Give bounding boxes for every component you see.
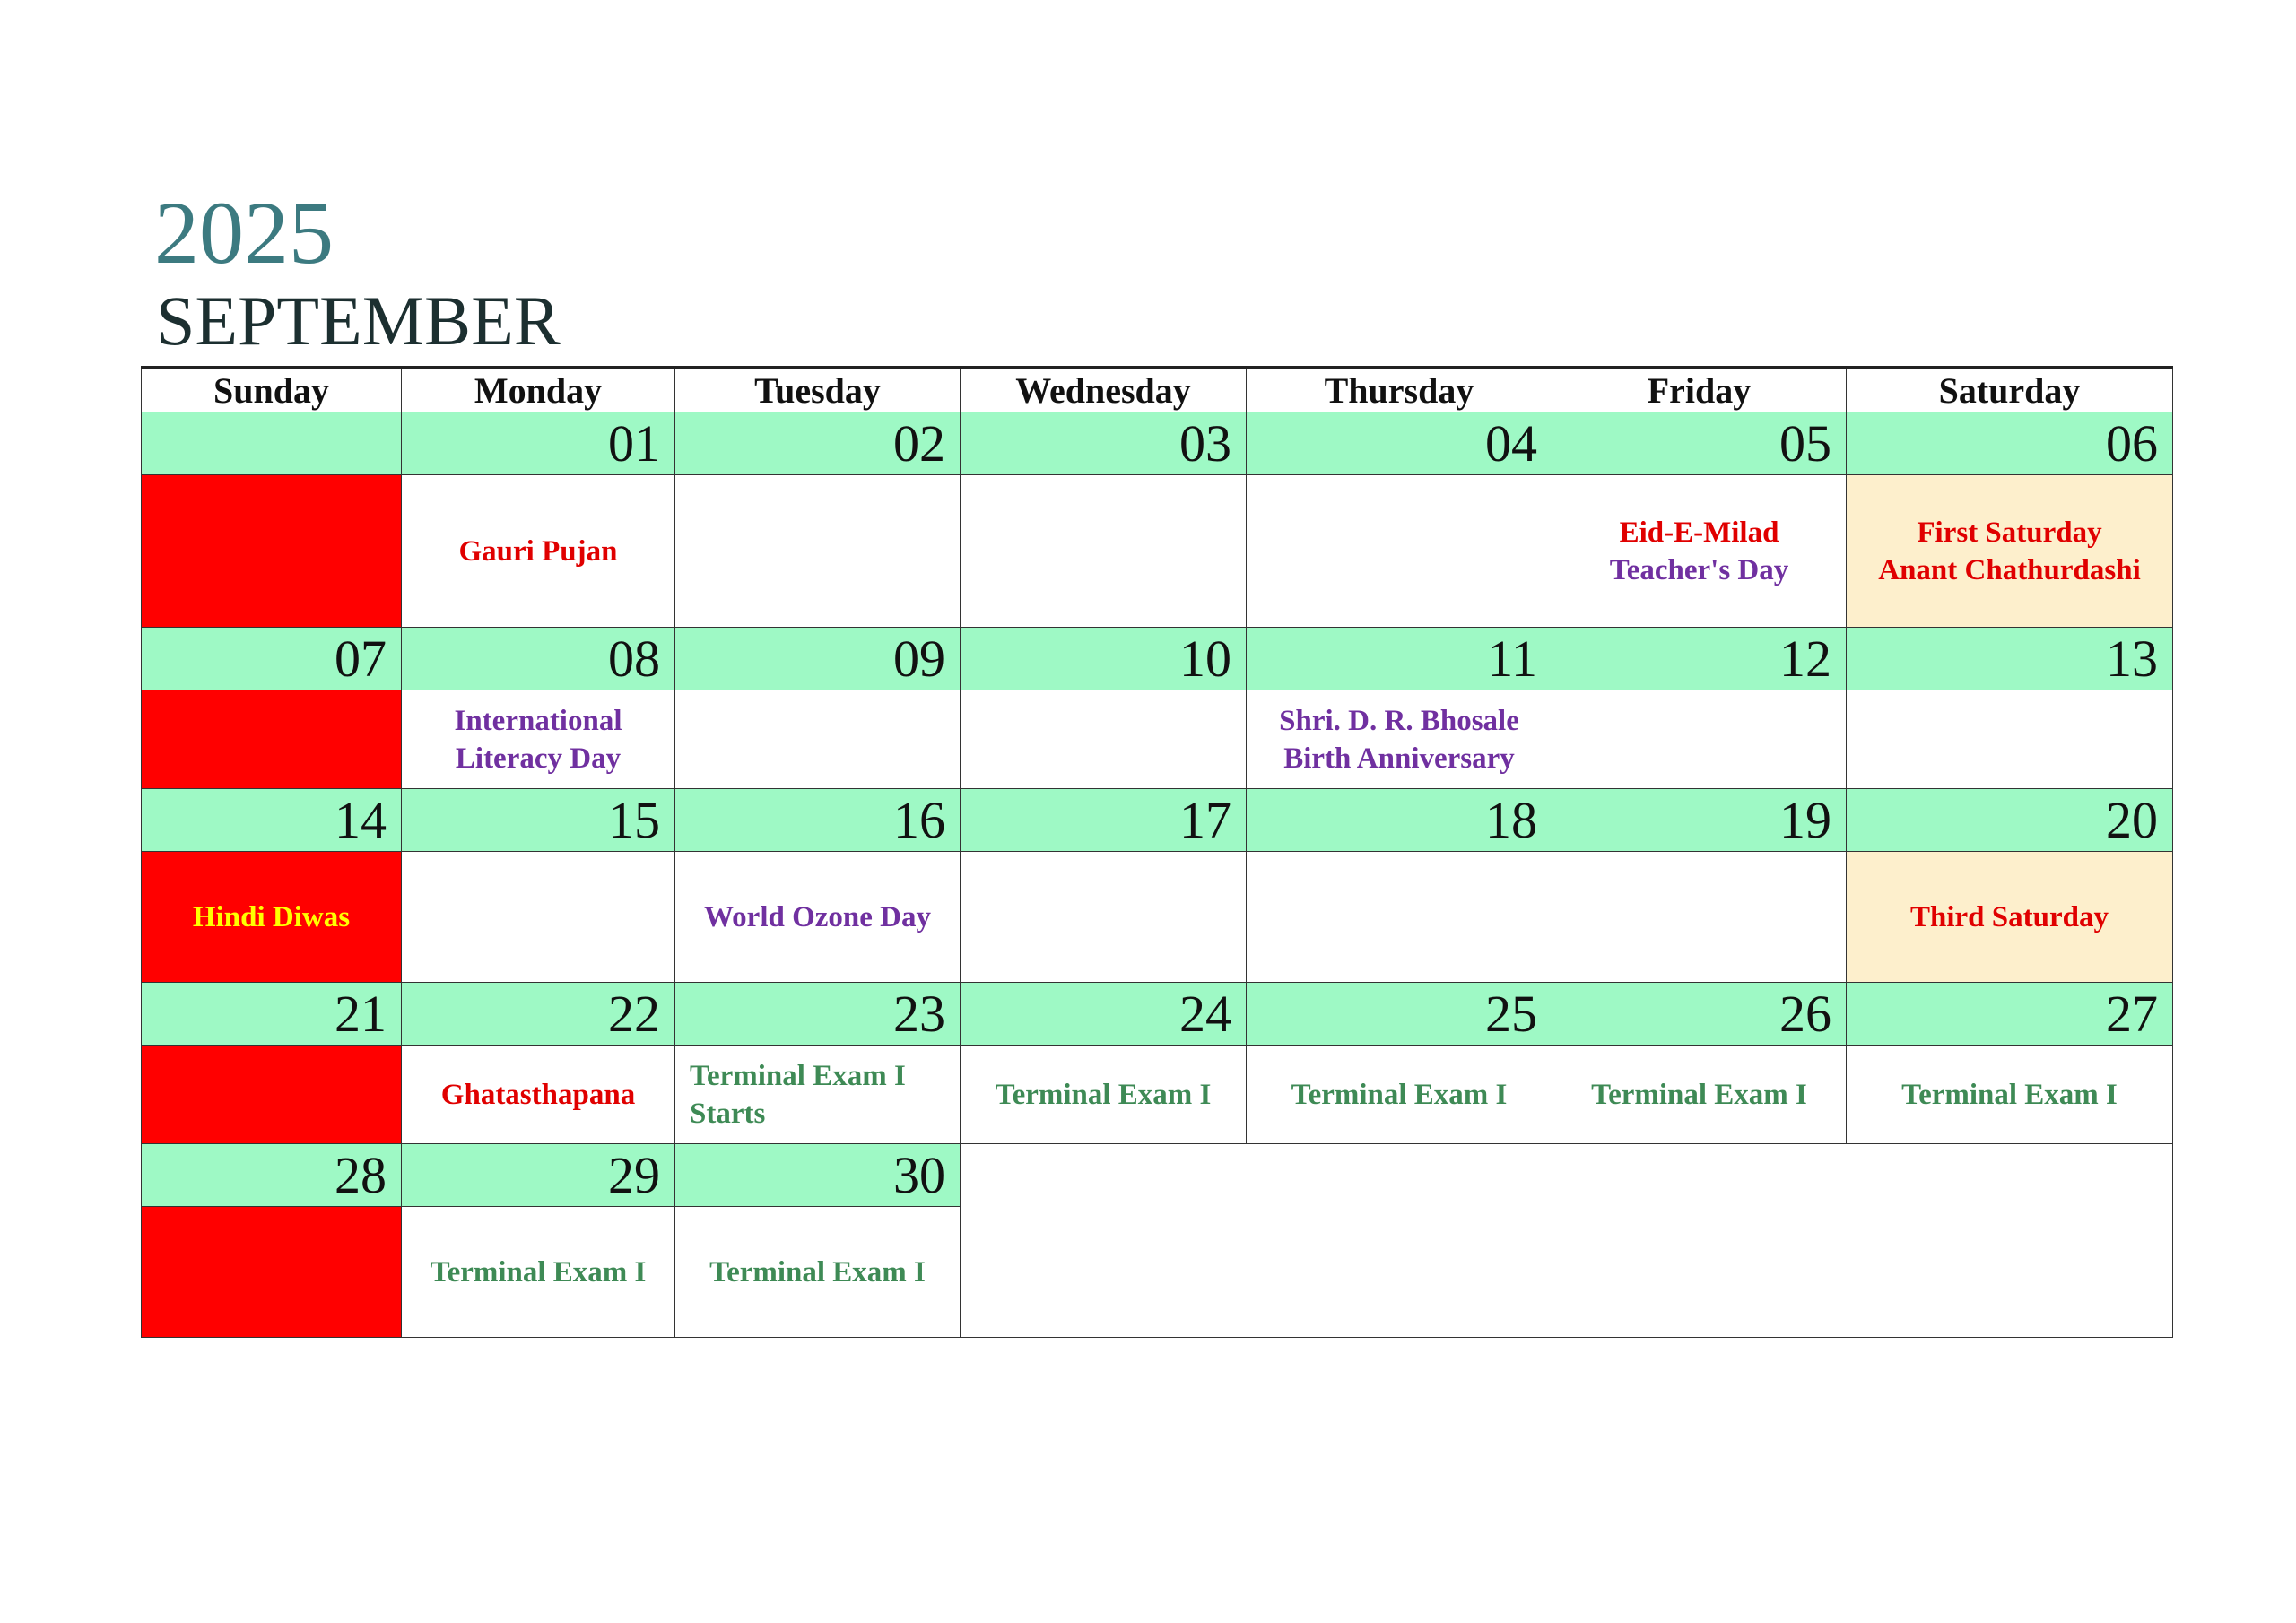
date-cell: 06 xyxy=(1847,412,2173,475)
event-text: Third Saturday xyxy=(1910,900,2109,933)
event-text: Terminal Exam I xyxy=(709,1255,926,1289)
event-cell xyxy=(675,1207,961,1338)
event-cell xyxy=(675,690,961,789)
event-text: World Ozone Day xyxy=(704,900,931,933)
date-cell: 17 xyxy=(961,789,1247,852)
event-text: Terminal Exam I xyxy=(690,1059,906,1092)
date-cell: 16 xyxy=(675,789,961,852)
date-cell: 27 xyxy=(1847,983,2173,1046)
event-cell xyxy=(402,1046,675,1144)
date-cell: 09 xyxy=(675,628,961,690)
weekday-thursday: Thursday xyxy=(1247,368,1552,412)
week-4-events xyxy=(142,1046,2173,1144)
event-text: Gauri Pujan xyxy=(458,534,618,568)
week-5-dates xyxy=(142,1144,2173,1207)
event-text: Terminal Exam I xyxy=(1591,1078,1807,1111)
date-cell: 11 xyxy=(1247,628,1552,690)
event-text: Teacher's Day xyxy=(1609,553,1789,586)
event-text: International xyxy=(454,704,622,737)
event-text: Ghatasthapana xyxy=(440,1078,636,1111)
event-text: Terminal Exam I xyxy=(430,1255,647,1289)
empty-trailing-area xyxy=(961,1144,2173,1338)
date-cell-empty xyxy=(142,412,402,475)
event-cell xyxy=(1847,1046,2173,1144)
event-cell xyxy=(1552,690,1847,789)
event-text: Birth Anniversary xyxy=(1283,742,1515,775)
date-cell: 02 xyxy=(675,412,961,475)
event-cell xyxy=(402,852,675,983)
date-cell: 08 xyxy=(402,628,675,690)
event-cell xyxy=(402,475,675,628)
date-cell: 04 xyxy=(1247,412,1552,475)
event-cell xyxy=(675,475,961,628)
week-3-events xyxy=(142,852,2173,983)
weekday-monday: Monday xyxy=(402,368,675,412)
date-cell: 07 xyxy=(142,628,402,690)
date-cell: 30 xyxy=(675,1144,961,1207)
date-cell: 22 xyxy=(402,983,675,1046)
week-3-dates xyxy=(142,789,2173,852)
date-cell: 19 xyxy=(1552,789,1847,852)
week-2-events xyxy=(142,690,2173,789)
event-text: Eid-E-Milad xyxy=(1619,516,1779,549)
weekday-wednesday: Wednesday xyxy=(961,368,1247,412)
event-cell xyxy=(1552,1046,1847,1144)
calendar-grid xyxy=(141,366,2173,1338)
week-1-dates xyxy=(142,412,2173,475)
event-text: First Saturday xyxy=(1917,516,2102,549)
weekday-friday: Friday xyxy=(1552,368,1847,412)
week-2-dates xyxy=(142,628,2173,690)
week-4-dates xyxy=(142,983,2173,1046)
date-cell: 10 xyxy=(961,628,1247,690)
date-cell: 03 xyxy=(961,412,1247,475)
event-cell xyxy=(961,690,1247,789)
weekday-tuesday: Tuesday xyxy=(675,368,961,412)
date-cell: 25 xyxy=(1247,983,1552,1046)
event-cell xyxy=(402,1207,675,1338)
event-text: Terminal Exam I xyxy=(1901,1078,2118,1111)
sunday-holiday-cell xyxy=(142,690,402,789)
sunday-holiday-cell xyxy=(142,1046,402,1144)
month-title: SEPTEMBER xyxy=(156,282,561,360)
event-cell xyxy=(402,690,675,789)
sunday-holiday-cell xyxy=(142,1207,402,1338)
date-cell: 29 xyxy=(402,1144,675,1207)
date-cell: 12 xyxy=(1552,628,1847,690)
event-cell xyxy=(1247,475,1552,628)
event-text: Literacy Day xyxy=(455,742,622,775)
sunday-holiday-cell xyxy=(142,852,402,983)
weekday-header-row xyxy=(142,368,2173,412)
date-cell: 13 xyxy=(1847,628,2173,690)
event-text: Shri. D. R. Bhosale xyxy=(1279,704,1519,737)
date-cell: 14 xyxy=(142,789,402,852)
date-cell: 21 xyxy=(142,983,402,1046)
date-cell: 26 xyxy=(1552,983,1847,1046)
date-cell: 24 xyxy=(961,983,1247,1046)
event-cell xyxy=(961,475,1247,628)
saturday-holiday-cell xyxy=(1847,852,2173,983)
event-text: Terminal Exam I xyxy=(995,1078,1212,1111)
event-cell xyxy=(1247,690,1552,789)
date-cell: 18 xyxy=(1247,789,1552,852)
sunday-holiday-cell xyxy=(142,475,402,628)
date-cell: 20 xyxy=(1847,789,2173,852)
date-cell: 01 xyxy=(402,412,675,475)
event-cell xyxy=(1247,1046,1552,1144)
week-1-events xyxy=(142,475,2173,628)
event-cell xyxy=(675,852,961,983)
event-cell xyxy=(961,852,1247,983)
date-cell: 23 xyxy=(675,983,961,1046)
year-title: 2025 xyxy=(154,183,334,282)
event-text: Terminal Exam I xyxy=(1291,1078,1508,1111)
date-cell: 05 xyxy=(1552,412,1847,475)
event-cell xyxy=(675,1046,961,1144)
weekday-sunday: Sunday xyxy=(142,368,402,412)
weekday-saturday: Saturday xyxy=(1847,368,2173,412)
date-cell: 15 xyxy=(402,789,675,852)
event-cell xyxy=(961,1046,1247,1144)
event-text: Anant Chathurdashi xyxy=(1878,553,2141,586)
event-cell xyxy=(1247,852,1552,983)
event-text: Starts xyxy=(690,1097,766,1130)
event-cell xyxy=(1552,852,1847,983)
date-cell: 28 xyxy=(142,1144,402,1207)
event-cell xyxy=(1847,690,2173,789)
saturday-holiday-cell xyxy=(1847,475,2173,628)
event-text: Hindi Diwas xyxy=(192,900,351,933)
event-cell xyxy=(1552,475,1847,628)
